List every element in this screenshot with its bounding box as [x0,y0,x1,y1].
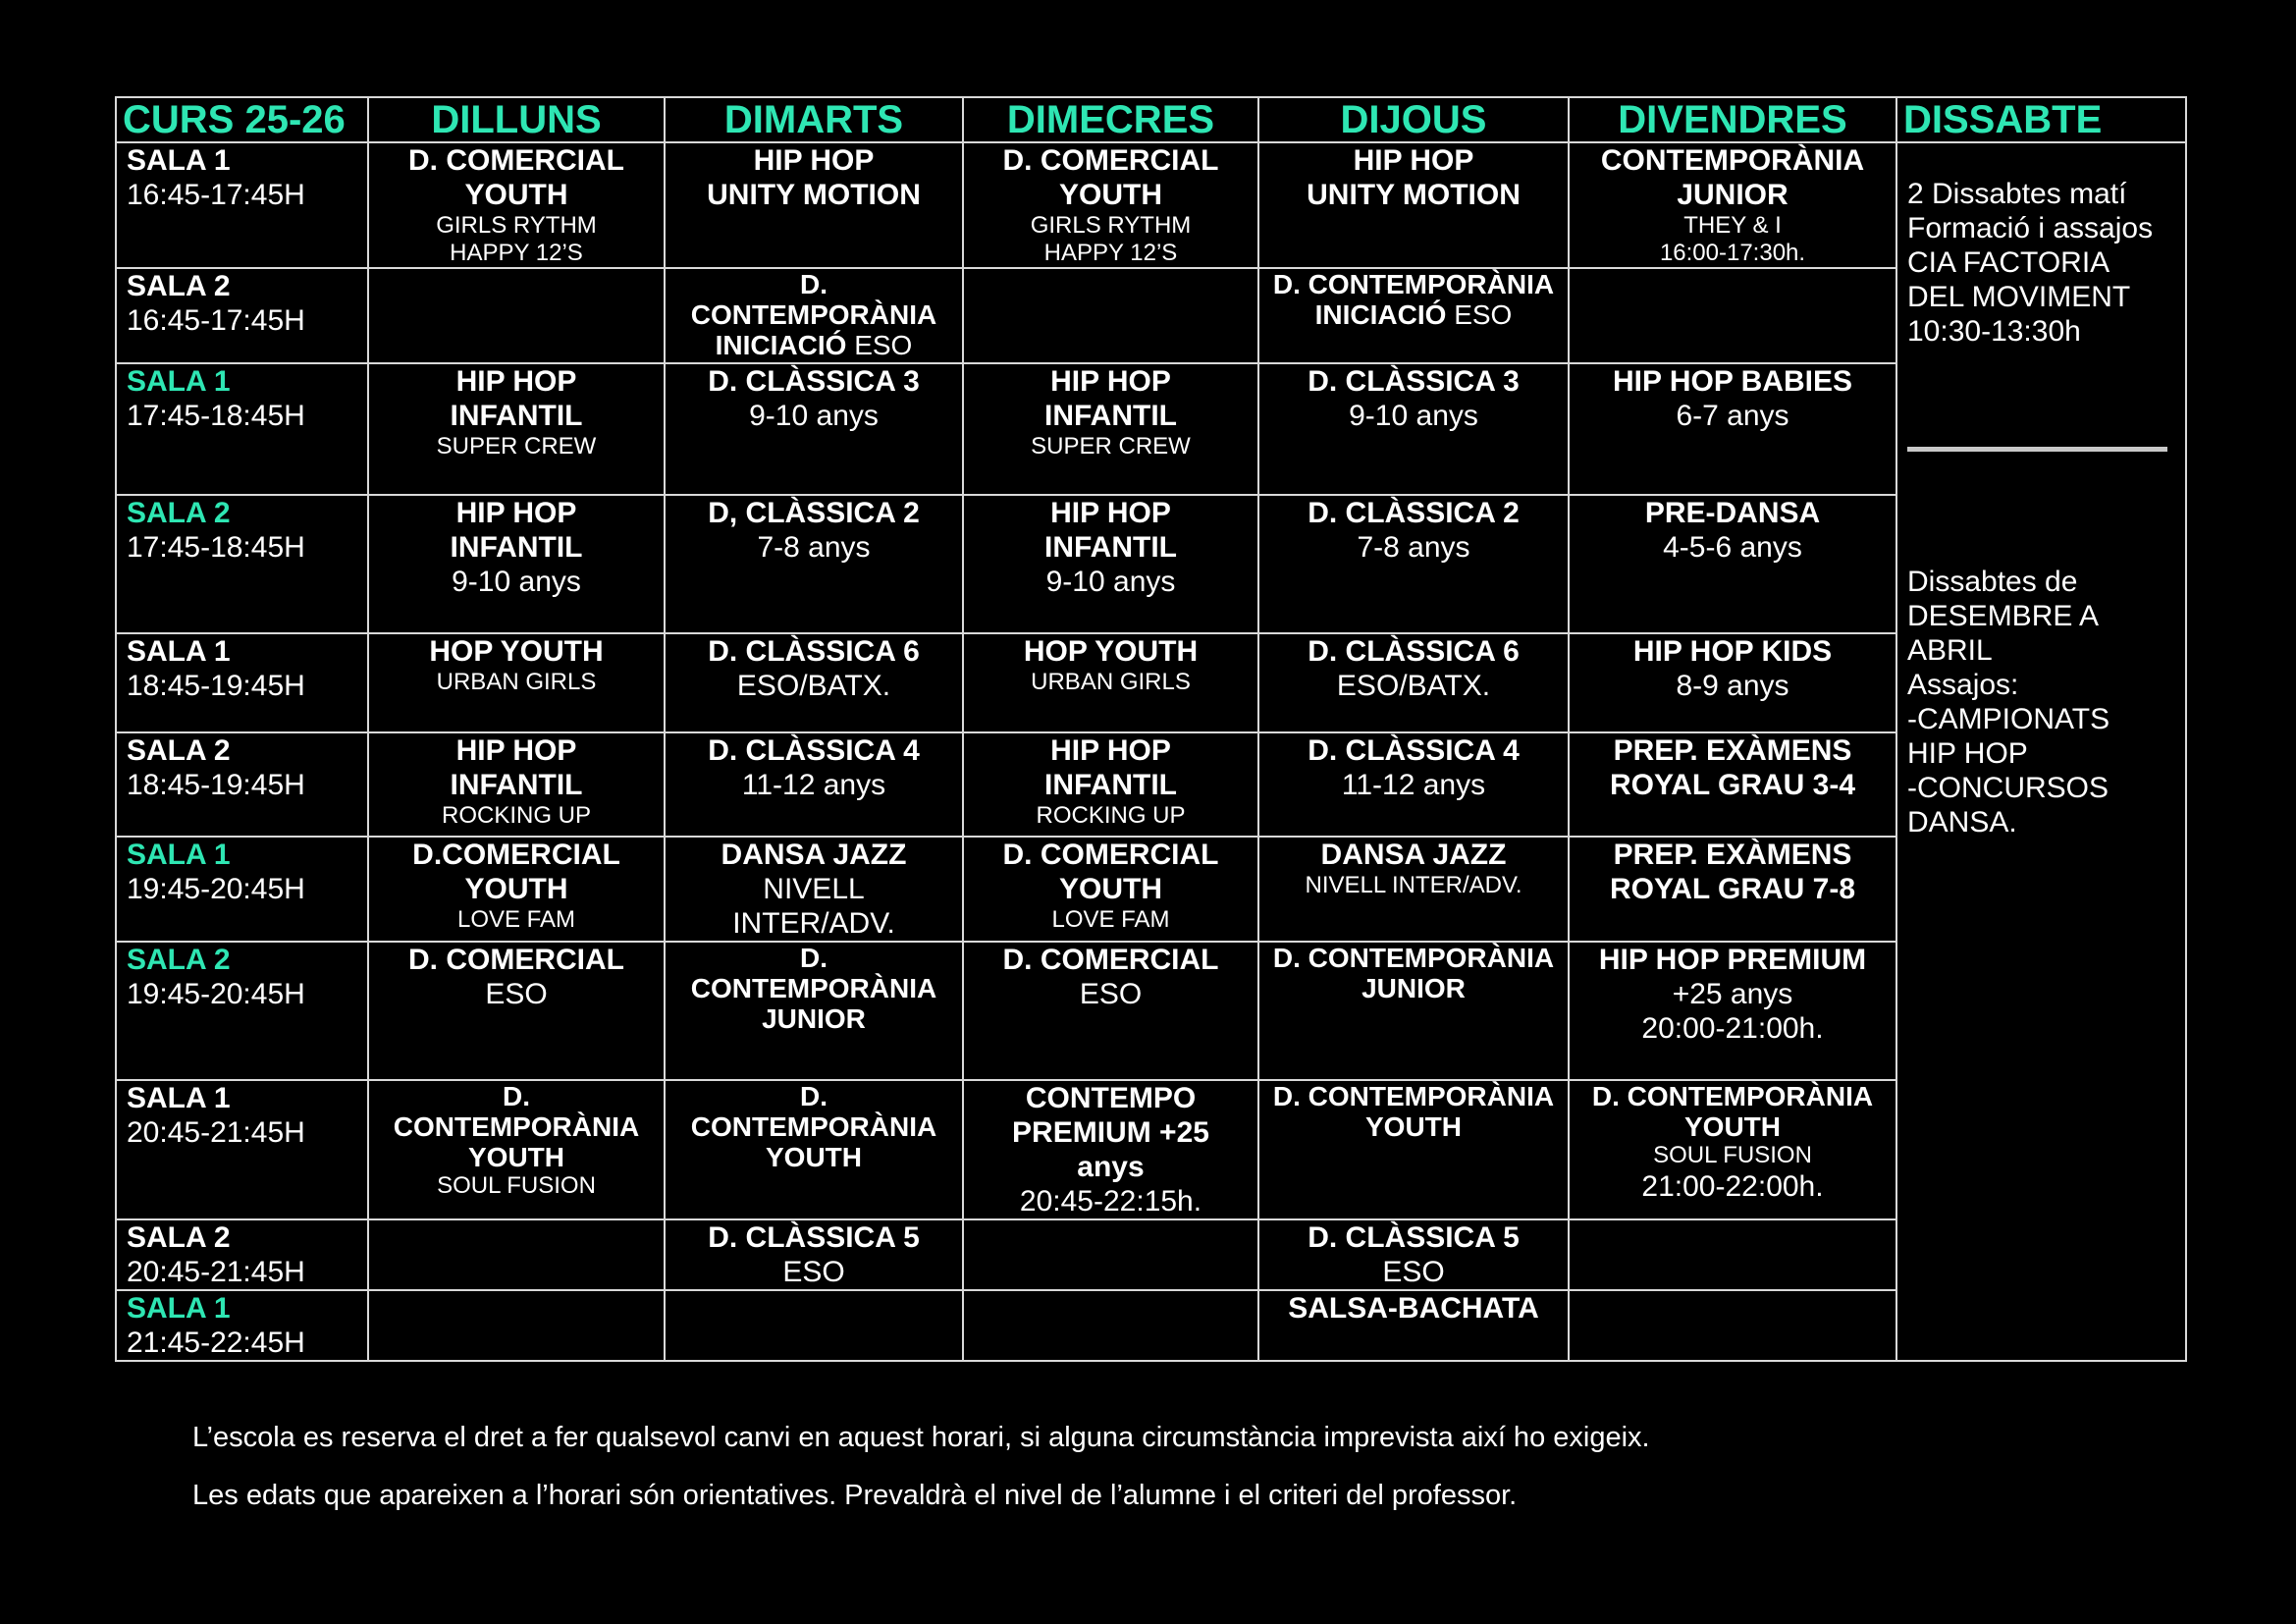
class-title: D. CONTEMPORÀNIA [1591,1081,1874,1111]
class-cell [1258,1219,1569,1290]
class-title: anys [1077,1151,1145,1183]
room-slot [116,495,368,633]
class-title: PREMIUM +25 [1012,1116,1209,1149]
class-detail: INTER/ADV. [732,907,895,940]
class-title: DANSA JAZZ [721,839,907,871]
class-title: D, CLÀSSICA 2 [708,497,920,529]
class-title: YOUTH [1365,1111,1462,1142]
schedule-row [116,363,2186,495]
class-title: D. [503,1081,530,1111]
class-title: INFANTIL [450,769,583,801]
class-title: UNITY MOTION [707,179,921,211]
class-title: HIP HOP BABIES [1613,365,1852,398]
class-title: INFANTIL [1044,400,1177,432]
class-group: LOVE FAM [456,906,576,933]
class-group: SUPER CREW [1031,433,1191,460]
saturday-rehearsal-line: Assajos: [1907,669,2019,701]
class-title: INFANTIL [1044,769,1177,801]
class-title: HIP HOP [455,497,577,529]
schedule-row [116,268,2186,363]
room-label: SALA 2 [127,497,231,529]
class-title: CONTEMPORÀNIA [1600,144,1865,177]
saturday-info [1896,142,2186,1361]
class-cell [963,942,1258,1080]
class-title: YOUTH [1059,873,1162,905]
schedule-row [116,495,2186,633]
class-level-regular: ESO [1446,299,1513,330]
class-group: SOUL FUSION [437,1172,596,1199]
schedule-table [115,96,2187,1362]
class-title: D. CLÀSSICA 6 [1308,635,1520,668]
class-group: NIVELL INTER/ADV. [1305,872,1522,898]
time-range: 17:45-18:45H [127,531,305,564]
class-cell [1258,837,1569,942]
saturday-rehearsal-line: DANSA. [1907,806,2017,839]
room-label: SALA 1 [127,144,231,177]
class-title: HOP YOUTH [1023,635,1199,668]
class-title: CONTEMPORÀNIA [393,1111,640,1142]
schedule-row [116,942,2186,1080]
class-group: ROCKING UP [441,802,591,829]
class-detail: NIVELL [763,873,865,905]
class-title: YOUTH [1059,179,1162,211]
class-title: CONTEMPO [1025,1082,1197,1114]
saturday-rehearsal-line: DESEMBRE A [1907,600,2100,632]
class-level-regular: ESO [846,330,913,360]
class-title: JUNIOR [762,1003,866,1034]
room-slot [116,732,368,837]
class-cell [368,1290,665,1361]
room-label: SALA 1 [127,1292,231,1325]
class-cell [1258,363,1569,495]
class-title: SALSA-BACHATA [1288,1292,1539,1325]
saturday-rehearsal-line: -CONCURSOS [1907,772,2109,804]
room-label: SALA 2 [127,1221,231,1254]
class-cell [1258,942,1569,1080]
time-range: 17:45-18:45H [127,400,305,432]
class-cell [665,1080,963,1219]
class-cell [368,363,665,495]
class-title: D. COMERCIAL [408,944,624,976]
class-title: HIP HOP [753,144,875,177]
schedule-body [116,142,2186,1361]
class-cell [665,633,963,732]
class-title: HIP HOP KIDS [1632,635,1833,668]
room-slot [116,633,368,732]
class-detail: ESO [1079,978,1143,1010]
class-title: PRE-DANSA [1644,497,1821,529]
class-title: D. [800,269,828,299]
class-cell [1569,942,1896,1080]
schedule-row [116,837,2186,942]
class-title: D. CONTEMPORÀNIA [1272,269,1555,299]
day-header-dimecres: DIMECRES [963,97,1258,142]
class-cell [665,363,963,495]
class-level-bold: INICIACIÓ [715,330,847,360]
class-title: JUNIOR [1362,973,1466,1003]
class-cell [963,1219,1258,1290]
room-label: SALA 1 [127,635,231,668]
class-cell [665,268,963,363]
room-label: SALA 2 [127,734,231,767]
class-cell [1258,1290,1569,1361]
class-title: INFANTIL [1044,531,1177,564]
saturday-divider [1907,447,2167,452]
class-cell [368,1080,665,1219]
class-group: LOVE FAM [1051,906,1170,933]
class-title: D. COMERCIAL [1002,944,1219,976]
class-title: D. COMERCIAL [1002,144,1219,177]
class-title: D. COMERCIAL [408,144,624,177]
class-title: D. COMERCIAL [1002,839,1219,871]
saturday-rehearsal-block [1907,565,2175,839]
course-title: CURS 25-26 [116,97,368,142]
class-detail: +25 anys [1672,978,1793,1010]
class-detail: 20:45-22:15h. [1019,1185,1202,1218]
saturday-training-line: Formació i assajos [1907,212,2154,244]
class-title: ROYAL GRAU 7-8 [1609,873,1856,905]
class-cell [665,1219,963,1290]
class-title: HIP HOP [1050,497,1171,529]
saturday-training-line: 10:30-13:30h [1907,315,2081,348]
class-title: CONTEMPORÀNIA [690,1111,937,1142]
class-detail: 11-12 anys [1341,769,1486,801]
class-cell [1569,142,1896,268]
class-title: HIP HOP [455,365,577,398]
room-slot [116,1080,368,1219]
class-title: D. [800,943,828,973]
class-level-line [1269,299,1558,330]
room-label: SALA 2 [127,944,231,976]
class-cell [1258,495,1569,633]
day-header-dijous: DIJOUS [1258,97,1569,142]
time-range: 20:45-21:45H [127,1116,305,1149]
schedule-row [116,633,2186,732]
class-cell [963,732,1258,837]
time-range: 16:45-17:45H [127,304,305,337]
day-header-divendres: DIVENDRES [1569,97,1896,142]
class-cell [1258,633,1569,732]
class-level-bold: INICIACIÓ [1314,299,1447,330]
footnotes [192,1421,1650,1537]
class-title: UNITY MOTION [1307,179,1521,211]
room-slot [116,1219,368,1290]
class-title: INFANTIL [450,400,583,432]
saturday-training-block [1907,177,2175,349]
class-title: D.COMERCIAL [412,839,620,871]
class-detail: 20:00-21:00h. [1641,1012,1824,1045]
class-title: D. CONTEMPORÀNIA [1272,943,1555,973]
room-slot [116,942,368,1080]
class-cell [963,633,1258,732]
class-detail: ESO [485,978,548,1010]
class-title: D. [800,1081,828,1111]
class-cell [1569,363,1896,495]
saturday-rehearsal-line: HIP HOP [1907,737,2028,770]
class-title: PREP. EXÀMENS [1613,839,1852,871]
class-cell [1569,495,1896,633]
class-cell [1569,633,1896,732]
class-group: GIRLS RYTHM [436,212,597,239]
class-title: DANSA JAZZ [1320,839,1507,871]
time-range: 18:45-19:45H [127,769,305,801]
day-header-dimarts: DIMARTS [665,97,963,142]
room-slot [116,1290,368,1361]
class-title: YOUTH [468,1142,564,1172]
saturday-rehearsal-line: -CAMPIONATS [1907,703,2110,735]
time-range: 19:45-20:45H [127,978,305,1010]
class-group: THEY & I [1683,212,1782,239]
class-title: JUNIOR [1677,179,1789,211]
class-title: HOP YOUTH [429,635,604,668]
class-detail: ESO [782,1256,845,1288]
class-detail: 4-5-6 anys [1663,531,1802,564]
class-cell [1569,1080,1896,1219]
schedule-row [116,1290,2186,1361]
class-title: YOUTH [766,1142,862,1172]
class-level-line [675,330,952,360]
saturday-rehearsal-line: ABRIL [1907,634,1993,667]
class-cell [963,1290,1258,1361]
footnote-changes: L’escola es reserva el dret a fer qualsevol canvi en aquest horari, si alguna circumstància imprevista així ho exigeix. [192,1422,1650,1453]
class-group: 16:00-17:30h. [1659,240,1806,266]
class-title: HIP HOP PREMIUM [1598,944,1867,976]
class-cell [1569,837,1896,942]
class-cell [963,837,1258,942]
class-cell [665,1290,963,1361]
class-detail: 8-9 anys [1676,670,1789,702]
class-cell [963,142,1258,268]
class-title: YOUTH [464,873,568,905]
class-cell [368,633,665,732]
room-label: SALA 1 [127,365,231,398]
room-label: SALA 1 [127,1082,231,1114]
class-title: YOUTH [464,179,568,211]
class-cell [368,142,665,268]
class-title: HIP HOP [1050,734,1171,767]
class-title: D. CLÀSSICA 5 [1308,1221,1520,1254]
class-detail: 7-8 anys [757,531,871,564]
class-cell [1569,732,1896,837]
class-group: URBAN GIRLS [1031,669,1191,695]
schedule-row [116,1080,2186,1219]
class-detail: ESO/BATX. [736,670,891,702]
class-cell [368,837,665,942]
class-cell [1258,268,1569,363]
saturday-rehearsal-line: Dissabtes de [1907,566,2078,598]
class-detail: 9-10 anys [1045,566,1176,598]
schedule-row [116,142,2186,268]
class-title: CONTEMPORÀNIA [690,299,937,330]
class-cell [665,142,963,268]
day-header-dilluns: DILLUNS [368,97,665,142]
class-cell [665,837,963,942]
class-cell [1258,732,1569,837]
class-cell [665,942,963,1080]
class-detail: 6-7 anys [1676,400,1789,432]
class-detail: 9-10 anys [749,400,879,432]
class-title: D. CLÀSSICA 3 [708,365,920,398]
class-cell [1569,1290,1896,1361]
class-group: HAPPY 12’S [1043,240,1178,266]
room-slot [116,363,368,495]
class-cell [1569,268,1896,363]
footnote-ages: Les edats que apareixen a l’horari són orientatives. Prevaldrà el nivel de l’alumne i el criteri del professor. [192,1480,1518,1511]
saturday-training-line: DEL MOVIMENT [1907,281,2131,313]
class-group: SOUL FUSION [1653,1142,1812,1168]
class-title: INFANTIL [450,531,583,564]
class-detail: ESO/BATX. [1336,670,1491,702]
class-cell [368,495,665,633]
time-range: 16:45-17:45H [127,179,305,211]
room-slot [116,268,368,363]
class-group: GIRLS RYTHM [1030,212,1192,239]
room-label: SALA 2 [127,270,231,302]
schedule-row [116,732,2186,837]
room-slot [116,142,368,268]
class-cell [963,495,1258,633]
class-cell [665,495,963,633]
class-title: HIP HOP [455,734,577,767]
class-title: D. CLÀSSICA 5 [708,1221,920,1254]
class-cell [963,363,1258,495]
class-detail: 7-8 anys [1357,531,1470,564]
class-group: HAPPY 12’S [450,240,583,266]
class-cell [368,268,665,363]
class-group: ROCKING UP [1036,802,1186,829]
class-cell [1258,142,1569,268]
class-detail: 9-10 anys [452,566,581,598]
class-cell [368,732,665,837]
room-label: SALA 1 [127,839,231,871]
class-cell [368,1219,665,1290]
class-title: D. CONTEMPORÀNIA [1272,1081,1555,1111]
class-title: CONTEMPORÀNIA [690,973,937,1003]
room-slot [116,837,368,942]
day-header-dissabte: DISSABTE [1896,97,2186,142]
class-title: YOUTH [1684,1111,1781,1142]
class-cell [1258,1080,1569,1219]
class-detail: 9-10 anys [1349,400,1478,432]
class-cell [963,1080,1258,1219]
class-title: PREP. EXÀMENS [1613,734,1852,767]
saturday-training-line: CIA FACTORIA [1907,246,2110,279]
class-detail: 21:00-22:00h. [1641,1170,1824,1203]
class-title: D. CLÀSSICA 4 [1308,734,1520,767]
class-title: ROYAL GRAU 3-4 [1609,769,1856,801]
time-range: 21:45-22:45H [127,1326,305,1359]
class-title: HIP HOP [1050,365,1171,398]
class-detail: 11-12 anys [741,769,886,801]
class-title: D. CLÀSSICA 3 [1308,365,1520,398]
class-title: D. CLÀSSICA 2 [1308,497,1520,529]
class-group: SUPER CREW [436,433,597,460]
time-range: 19:45-20:45H [127,873,305,905]
class-group: URBAN GIRLS [436,669,597,695]
class-cell [368,942,665,1080]
time-range: 18:45-19:45H [127,670,305,702]
class-cell [963,268,1258,363]
class-title: D. CLÀSSICA 6 [708,635,920,668]
header-row [116,97,2186,142]
class-detail: ESO [1382,1256,1445,1288]
class-title: HIP HOP [1353,144,1474,177]
class-cell [665,732,963,837]
schedule-row [116,1219,2186,1290]
time-range: 20:45-21:45H [127,1256,305,1288]
class-cell [1569,1219,1896,1290]
saturday-training-line: 2 Dissabtes matí [1907,178,2127,210]
class-title: D. CLÀSSICA 4 [708,734,920,767]
